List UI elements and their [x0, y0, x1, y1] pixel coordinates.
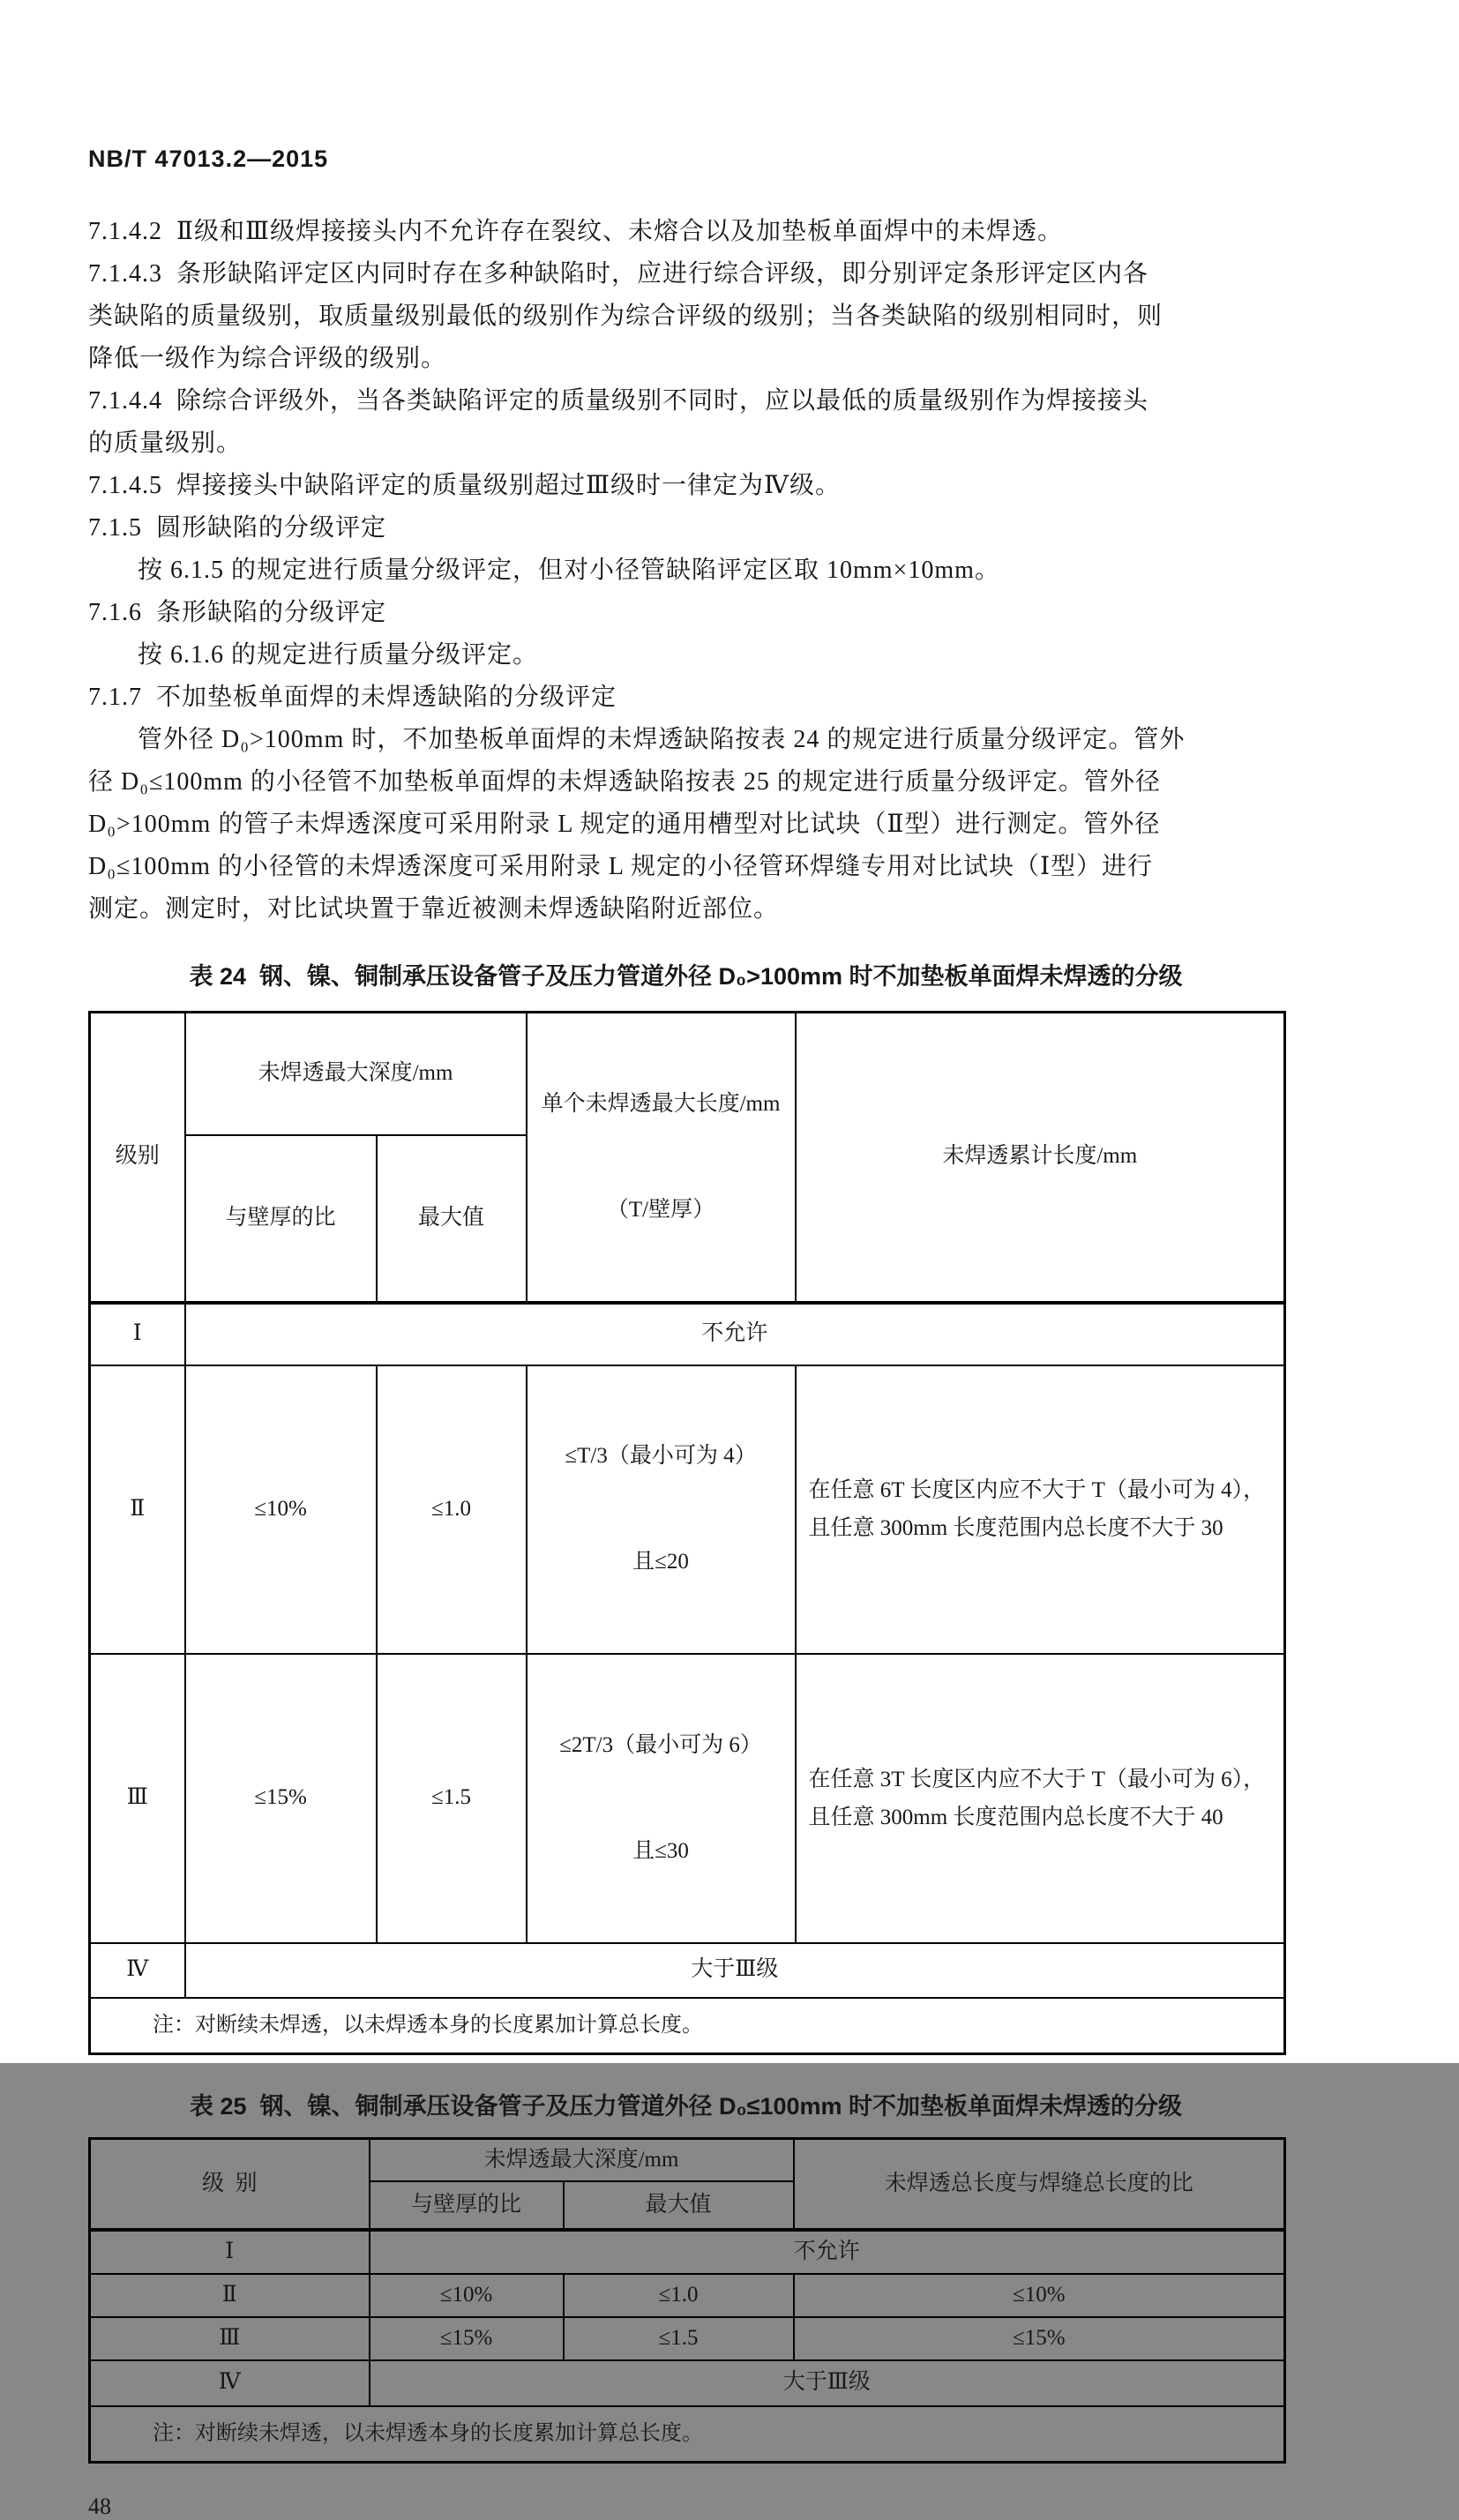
table24-row-II-single — [527, 1365, 796, 1655]
table24-col-total-length: 未焊透累计长度/mm — [796, 1013, 1285, 1303]
table24-col-level: 级别 — [90, 1013, 185, 1303]
table24-row-II — [90, 1365, 1285, 1655]
table24 — [88, 1011, 1286, 2055]
table24-level-III: Ⅲ — [90, 1654, 185, 1943]
table24-col-single-length — [527, 1013, 796, 1303]
table25-col-max-value: 最大值 — [564, 2181, 794, 2230]
clause-7-1-7-line5: 测定。测定时，对比试块置于靠近被测未焊透缺陷附近部位。 — [88, 895, 780, 923]
clause-7-1-4-4-line1: 7.1.4.4 除综合评级外，当各类缺陷评定的质量级别不同时，应以最低的质量级别作为焊接接头 — [88, 387, 1149, 415]
table24-row-II-max: ≤1.0 — [377, 1365, 527, 1655]
table24-level-II: Ⅱ — [90, 1365, 185, 1655]
heading-7-1-7: 7.1.7 不加垫板单面焊的未焊透缺陷的分级评定 — [88, 684, 617, 711]
heading-7-1-6: 7.1.6 条形缺陷的分级评定 — [88, 599, 387, 626]
table24-row-I — [90, 1303, 1285, 1365]
table25-note: 注：对断续未焊透，以未焊透本身的长度累加计算总长度。 — [90, 2406, 1285, 2463]
clause-7-1-4-2: 7.1.4.2 Ⅱ级和Ⅲ级焊接接头内不允许存在裂纹、未熔合以及加垫板单面焊中的未焊透。 — [88, 218, 1064, 245]
clause-7-1-7-line4: D₀≤100mm 的小径管的未焊透深度可采用附录 L 规定的小径管环焊缝专用对比试块（Ⅰ型）进行 — [88, 853, 1154, 880]
table24-note: 注：对断续未焊透，以未焊透本身的长度累加计算总长度。 — [90, 1998, 1285, 2054]
table25 — [88, 2137, 1286, 2464]
table24-col-max-value: 最大值 — [377, 1135, 527, 1303]
table24-note-row — [90, 1998, 1285, 2054]
clause-7-1-7-line1: 管外径 D₀>100mm 时，不加垫板单面焊的未焊透缺陷按表 24 的规定进行质量分级评定。管外 — [138, 726, 1186, 753]
table24-row-III-single — [527, 1654, 796, 1943]
table24-col-depth-group: 未焊透最大深度/mm — [185, 1013, 527, 1135]
table24-row-III — [90, 1654, 1285, 1943]
table24-row-IV-value: 大于Ⅲ级 — [185, 1943, 1285, 1998]
clause-7-1-4-5: 7.1.4.5 焊接接头中缺陷评定的质量级别超过Ⅲ级时一律定为Ⅳ级。 — [88, 472, 841, 499]
clause-7-1-4-4-line2: 的质量级别。 — [88, 430, 243, 457]
table24-col-single-length-line2: （T/壁厚） — [606, 1197, 715, 1222]
table25-row-II — [90, 2274, 1285, 2317]
table24-row-III-single-line2: 且≤30 — [632, 1838, 689, 1863]
table25-note-row — [90, 2406, 1285, 2463]
table24-row-II-total: 在任意 6T 长度区内应不大于 T（最小可为 4），且任意 300mm 长度范围内总长度不大于 30 — [796, 1365, 1285, 1655]
table25-row-III-total: ≤15% — [794, 2317, 1285, 2360]
clause-7-1-4-3-line3: 降低一级作为综合评级的级别。 — [88, 345, 447, 372]
table25-col-level: 级 别 — [90, 2138, 370, 2230]
table24-row-II-single-line2: 且≤20 — [632, 1550, 689, 1574]
table24-col-wall-ratio: 与壁厚的比 — [185, 1135, 377, 1303]
table25-row-III — [90, 2317, 1285, 2360]
table24-row-III-total: 在任意 3T 长度区内应不大于 T（最小可为 6），且任意 300mm 长度范围内总长度不大于 40 — [796, 1654, 1285, 1943]
table24-row-II-ratio: ≤10% — [185, 1365, 377, 1655]
table24-row-III-single-line1: ≤2T/3（最小可为 6） — [559, 1732, 762, 1757]
table24-col-single-length-line1: 单个未焊透最大长度/mm — [541, 1091, 781, 1116]
heading-7-1-5: 7.1.5 圆形缺陷的分级评定 — [88, 514, 387, 542]
table24-row-IV — [90, 1943, 1285, 1998]
table24-level-IV: Ⅳ — [90, 1943, 185, 1998]
table25-row-II-total: ≤10% — [794, 2274, 1285, 2317]
table25-level-IV: Ⅳ — [90, 2360, 370, 2406]
table25-row-IV-value: 大于Ⅲ级 — [370, 2360, 1285, 2406]
table25-row-I-value: 不允许 — [370, 2230, 1285, 2274]
clause-7-1-5-text: 按 6.1.5 的规定进行质量分级评定，但对小径管缺陷评定区取 10mm×10mm。 — [138, 557, 1000, 584]
table25-row-II-max: ≤1.0 — [564, 2274, 794, 2317]
table25-row-IV — [90, 2360, 1285, 2406]
standard-code: NB/T 47013.2—2015 — [88, 146, 329, 172]
table25-row-III-max: ≤1.5 — [564, 2317, 794, 2360]
table25-col-depth-group: 未焊透最大深度/mm — [370, 2138, 794, 2181]
table25-level-II: Ⅱ — [90, 2274, 370, 2317]
clause-7-1-7-line2: 径 D₀≤100mm 的小径管不加垫板单面焊的未焊透缺陷按表 25 的规定进行质量分级评定。管外径 — [88, 768, 1161, 796]
table24-title: 表 24 钢、镍、铜制承压设备管子及压力管道外径 D₀>100mm 时不加垫板单面焊未焊透的分级 — [189, 963, 1183, 990]
table24-row-III-max: ≤1.5 — [377, 1654, 527, 1943]
table24-row-II-single-line1: ≤T/3（最小可为 4） — [565, 1444, 757, 1468]
table25-row-I — [90, 2230, 1285, 2274]
clause-7-1-7-line3: D₀>100mm 的管子未焊透深度可采用附录 L 规定的通用槽型对比试块（Ⅱ型）进行测定。管外径 — [88, 811, 1161, 838]
table24-row-III-ratio: ≤15% — [185, 1654, 377, 1943]
clause-7-1-4-3-line1: 7.1.4.3 条形缺陷评定区内同时存在多种缺陷时，应进行综合评级，即分别评定条形评定区内各 — [88, 260, 1149, 288]
body-text — [88, 211, 1376, 931]
table24-row-I-value: 不允许 — [185, 1303, 1285, 1365]
table25-title: 表 25 钢、镍、铜制承压设备管子及压力管道外径 D₀≤100mm 时不加垫板单面焊未焊透的分级 — [189, 2092, 1183, 2120]
table25-col-wall-ratio: 与壁厚的比 — [370, 2181, 564, 2230]
page-number: 48 — [88, 2493, 111, 2519]
table25-level-I: Ⅰ — [90, 2230, 370, 2274]
table25-row-II-ratio: ≤10% — [370, 2274, 564, 2317]
table25-col-length-ratio: 未焊透总长度与焊缝总长度的比 — [794, 2138, 1285, 2230]
clause-7-1-6-text: 按 6.1.6 的规定进行质量分级评定。 — [138, 641, 539, 669]
table25-row-III-ratio: ≤15% — [370, 2317, 564, 2360]
table24-level-I: Ⅰ — [90, 1303, 185, 1365]
clause-7-1-4-3-line2: 类缺陷的质量级别，取质量级别最低的级别作为综合评级的级别；当各类缺陷的级别相同时，则 — [88, 303, 1163, 330]
table25-level-III: Ⅲ — [90, 2317, 370, 2360]
